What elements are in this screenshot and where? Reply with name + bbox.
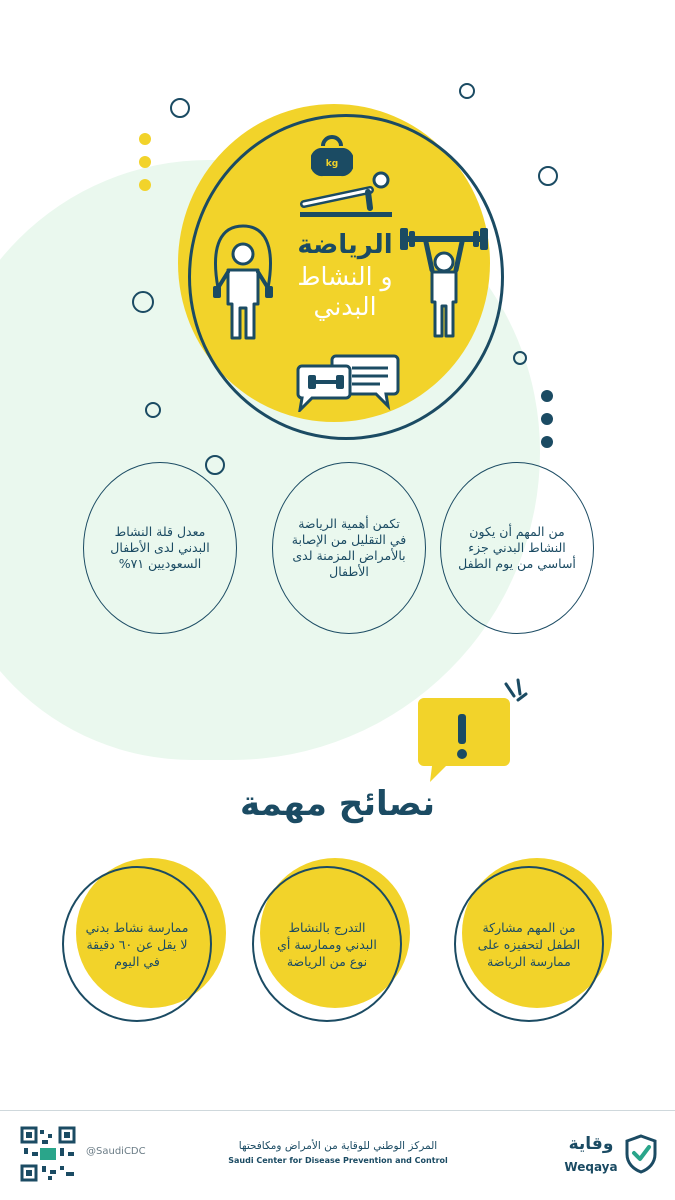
fact-text: معدل قلة النشاط البدني لدى الأطفال السعوديين ٧١% [110,524,210,571]
tip-circle [62,866,212,1022]
brand-name-en: Weqaya [564,1160,618,1174]
hero-title-line3: البدني [313,292,377,321]
fact-text: تكمن أهمية الرياضة في التقليل من الإصابة بالأمراض المزمنة لدى الأطفال [291,516,407,579]
tip-text: التدرج بالنشاط البدني وممارسة أي نوع من الرياضة [277,919,377,969]
tip-text: ممارسة نشاط بدني لا يقل عن ٦٠ دقيقة في اليوم [85,919,189,969]
fact-circle [83,462,237,634]
pushup-icon [298,168,394,220]
deco-circle [145,402,161,418]
qr-code[interactable] [20,1126,76,1182]
center-name-ar: المركز الوطني للوقاية من الأمراض ومكافحتها [238,1140,438,1152]
deco-circle [459,83,475,99]
brand-name-ar: وقاية [568,1134,614,1154]
deco-dot [541,413,553,425]
jump-rope-icon [206,224,280,340]
svg-text:kg: kg [325,159,339,169]
dumbbell-chat-icon [296,352,400,412]
tip-text: من المهم مشاركة الطفل لتحفيزه على ممارسة الرياضة [477,919,581,969]
deco-circle [132,291,154,313]
fact-circle [272,462,426,634]
tip-circle [454,866,604,1022]
deco-circle [205,455,225,475]
deco-dot [139,133,151,145]
hero-title-line2: و النشاط [297,262,393,291]
footer-divider [0,1110,675,1111]
deco-dot [541,436,553,448]
center-name-en: Saudi Center for Disease Prevention and Control [228,1156,448,1165]
shield-logo-icon [624,1134,658,1174]
tip-circle [252,866,402,1022]
deco-circle [538,166,558,186]
hero-title-line1: الرياضة [297,230,393,260]
deco-circle [513,351,527,365]
deco-dot [541,390,553,402]
fact-circle [440,462,594,634]
hero-title [270,228,420,322]
twitter-handle[interactable]: @SaudiCDC [86,1146,146,1157]
fact-text: من المهم أن يكون النشاط البدني جزء أساسي من يوم الطفل [458,524,576,571]
deco-circle [170,98,190,118]
exclamation-bubble-icon [414,676,532,786]
tips-title: نصائح مهمة [239,784,436,824]
deco-dot [139,179,151,191]
deco-dot [139,156,151,168]
